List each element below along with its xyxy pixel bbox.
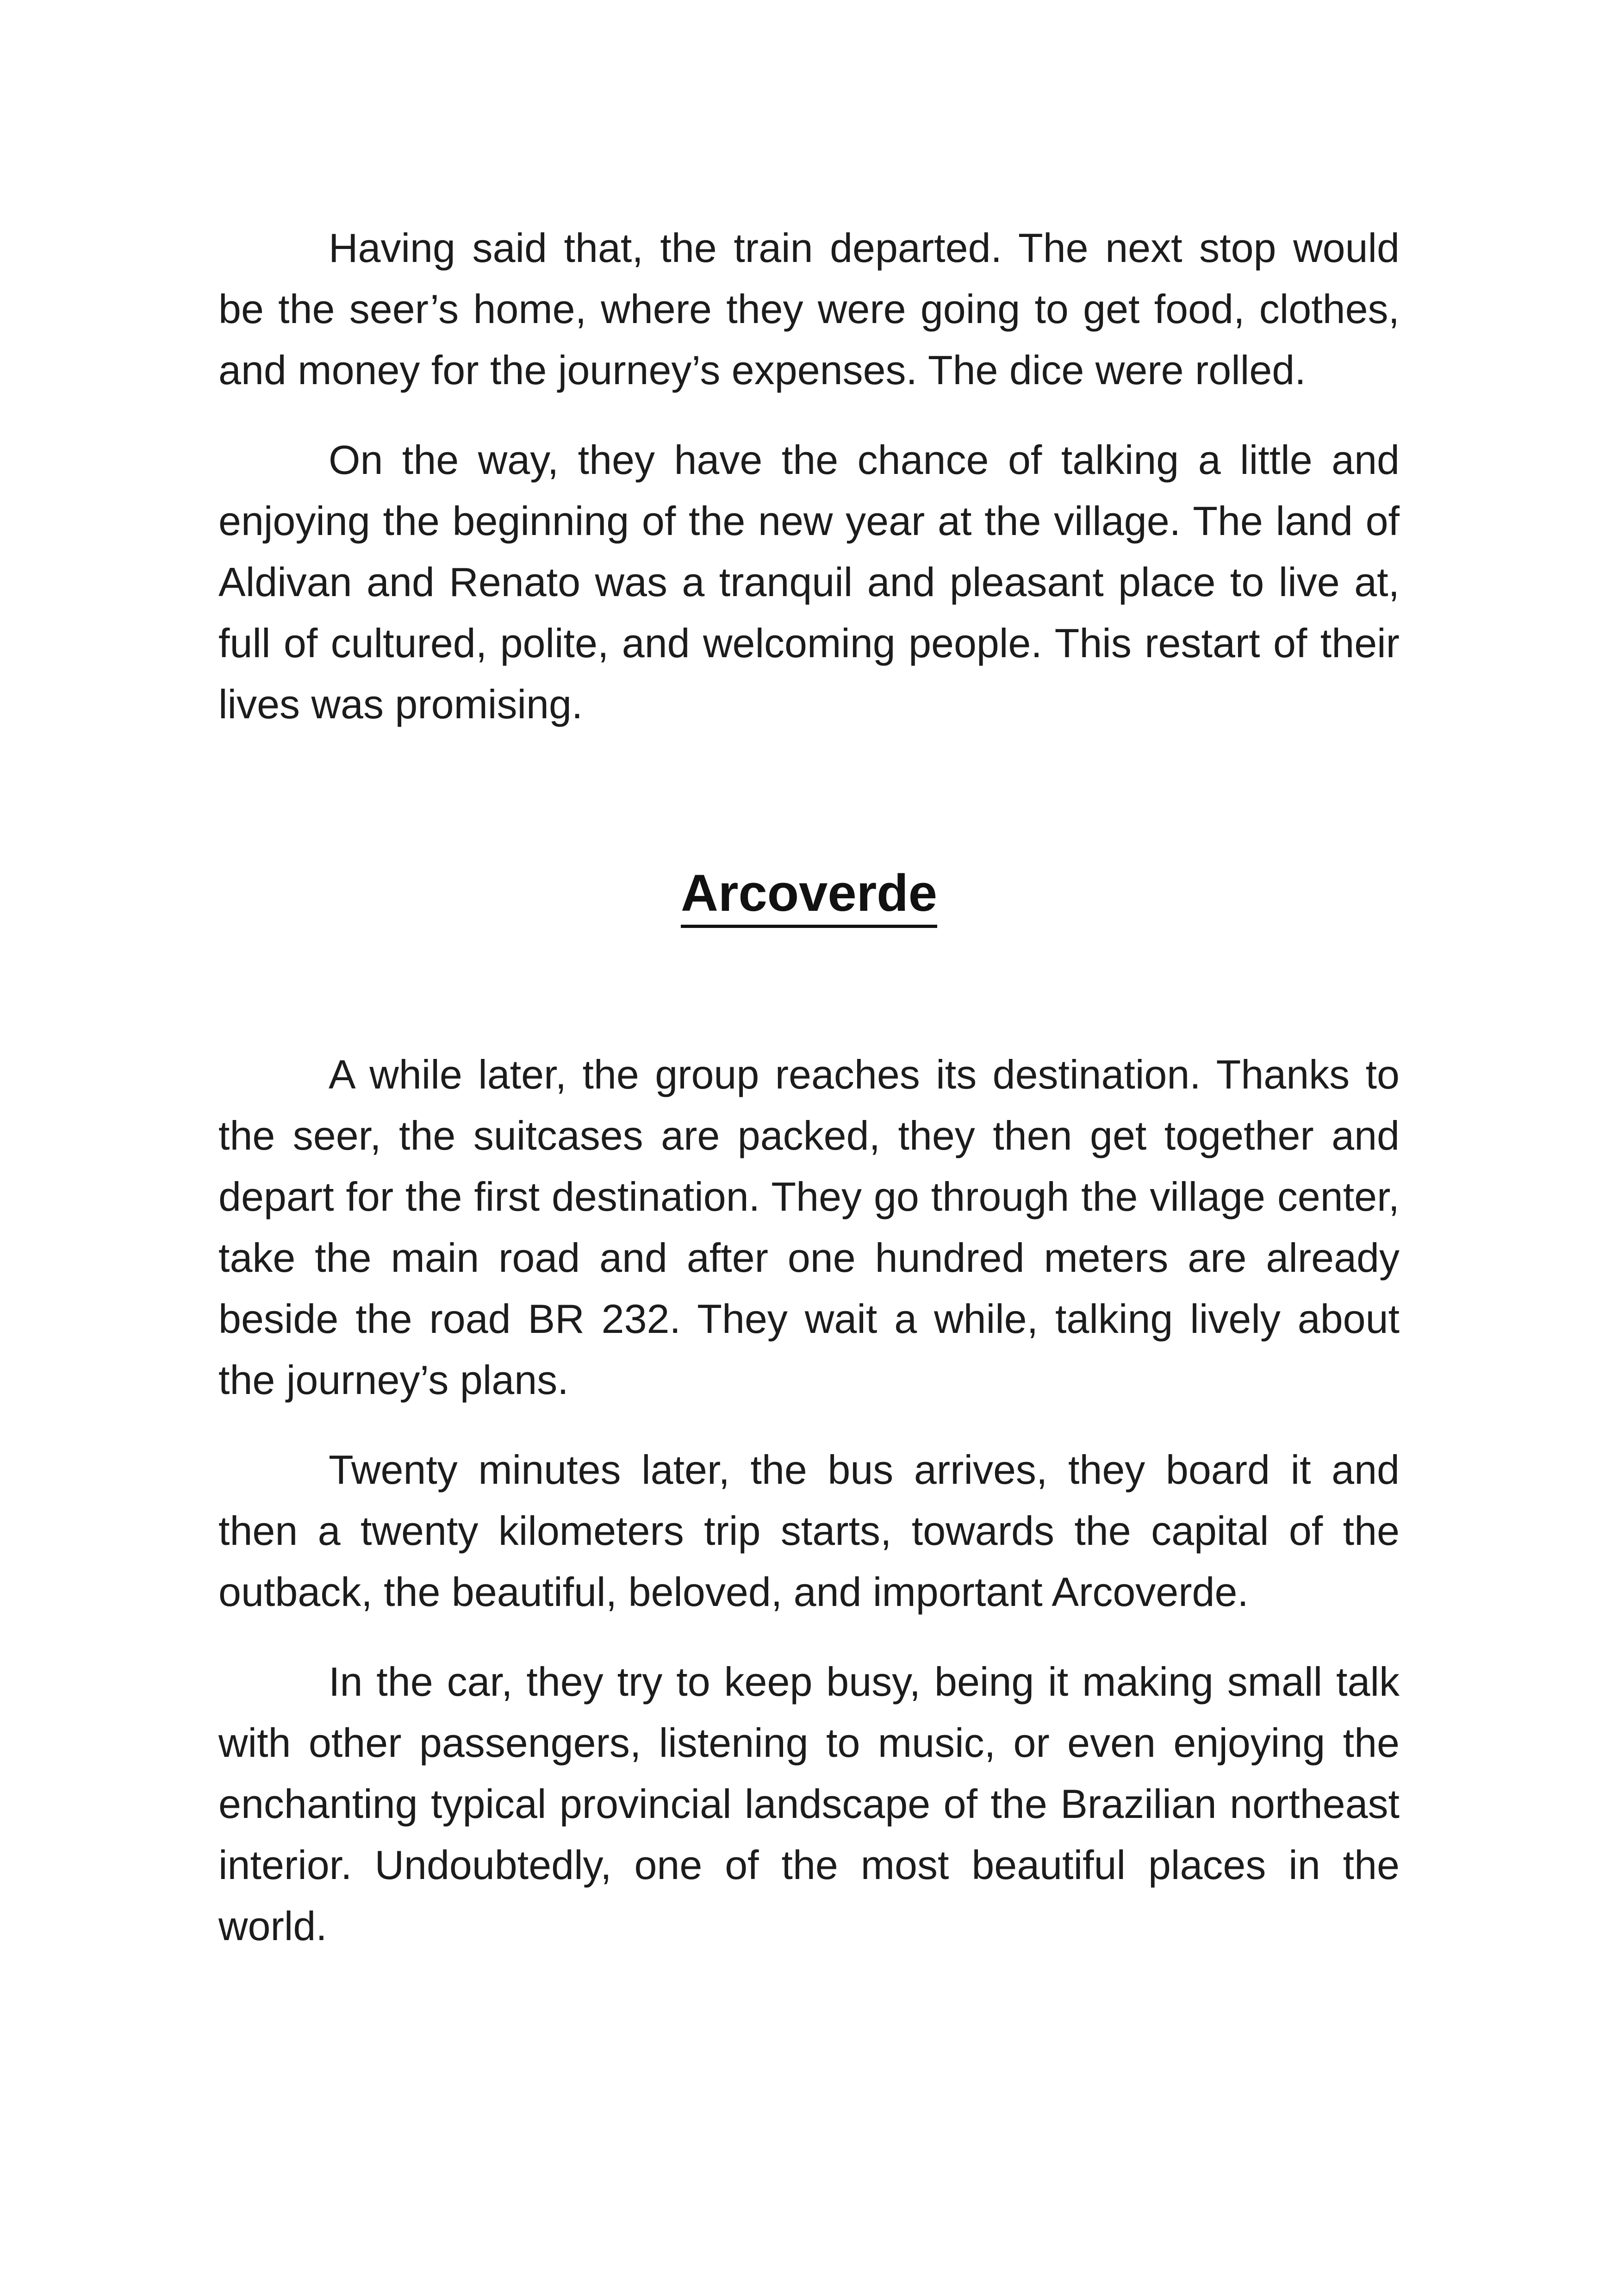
paragraph: Twenty minutes later, the bus arrives, they board it and then a twenty kilometers trip starts, towards the capital of the outback, the beautiful, beloved, and important Arcoverde. xyxy=(218,1447,1400,1615)
text-section-before-chapter xyxy=(218,218,1400,735)
paragraph: A while later, the group reaches its destination. Thanks to the seer, the suitcases are packed, they then get together and depart for the first destination. They go through the village center, take the main road and after one hundred meters are already beside the road BR 232. They wait a while, talking lively about the journey’s plans. xyxy=(218,1052,1400,1403)
chapter-heading xyxy=(0,861,1618,926)
paragraph: On the way, they have the chance of talking a little and enjoying the beginning of the new year at the village. The land of Aldivan and Renato was a tranquil and pleasant place to live at, full of cultured, polite, and welcoming people. This restart of their lives was promising. xyxy=(218,437,1400,727)
paragraph: Having said that, the train departed. The next stop would be the seer’s home, where they were going to get food, clothes, and money for the journey’s expenses. The dice were rolled. xyxy=(218,225,1400,393)
chapter-title: Arcoverde xyxy=(681,864,937,928)
paragraph: In the car, they try to keep busy, being it making small talk with other passengers, listening to music, or even enjoying the enchanting typical provincial landscape of the Brazilian northeast interior. Undoubtedly, one of the most beautiful places in the world. xyxy=(218,1659,1400,1949)
text-section-after-chapter xyxy=(218,1044,1400,1957)
